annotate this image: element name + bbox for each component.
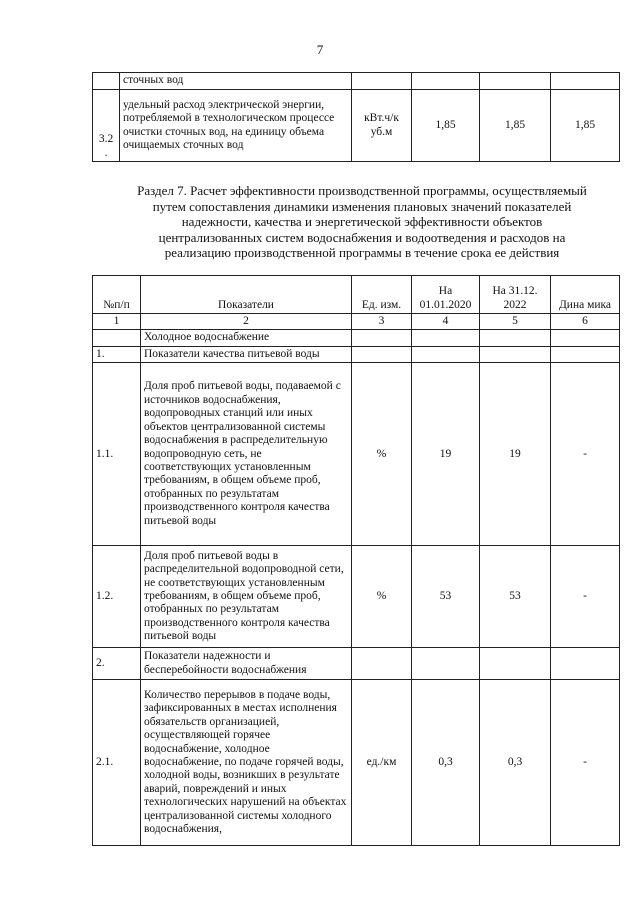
unit-cell: % <box>352 363 412 546</box>
dynamics-cell <box>551 346 620 362</box>
value-cell: 0,3 <box>412 680 480 846</box>
table-row <box>93 90 620 162</box>
indicator-name: удельный расход электрической энергии, потребляемой в технологическом процессе очистки сточных вод, на единицу объема очищаемых сточных вод <box>120 90 352 162</box>
heading-line: централизованных систем водоснабжения и водоотведения и расходов на <box>158 229 566 245</box>
header-dynamics: Дина мика <box>551 276 620 314</box>
value-cell: 19 <box>480 363 551 546</box>
row-number: 2. <box>93 648 141 680</box>
heading-line: надежности, качества и энергетической эффективности объектов <box>181 214 543 229</box>
header-unit: Ед. изм. <box>352 276 412 314</box>
dynamics-cell: - <box>551 546 620 648</box>
value-cell: 1,85 <box>412 90 480 162</box>
indicator-name: Показатели качества питьевой воды <box>141 346 352 362</box>
value-cell: 0,3 <box>480 680 551 846</box>
header-num: №п/п <box>93 276 141 314</box>
indicators-table <box>92 275 620 846</box>
col-number: 4 <box>412 314 480 330</box>
table-row <box>93 648 620 680</box>
col-number: 6 <box>551 314 620 330</box>
value-cell <box>412 73 480 90</box>
value-cell <box>480 648 551 680</box>
header-indicators: Показатели <box>141 276 352 314</box>
row-number <box>93 73 120 90</box>
dynamics-cell <box>551 648 620 680</box>
header-row <box>93 276 620 314</box>
col-number: 2 <box>141 314 352 330</box>
col-number: 3 <box>352 314 412 330</box>
heading-line: Раздел 7. Расчет эффективности производственной программы, осуществляемый <box>137 183 587 198</box>
indicator-name: Доля проб питьевой воды, подаваемой с источников водоснабжения, водопроводных станций или иных объектов централизованной системы водоснабжения в распределительную водопроводную сеть, не соответствующих установленным требованиям, в общем объеме проб, отобранных по результатам производственного контроля качества питьевой воды <box>141 363 352 546</box>
heading-line: путем сопоставления динамики изменения плановых значений показателей <box>152 198 572 214</box>
unit-cell: % <box>352 546 412 648</box>
unit-cell <box>352 648 412 680</box>
col-number: 1 <box>93 314 141 330</box>
indicator-name: Доля проб питьевой воды в распределительной водопроводной сети, не соответствующих установленным требованиям, в общем объеме проб, отобранных по результатам производственного контроля качества питьевой воды <box>141 546 352 648</box>
group-row <box>93 330 620 346</box>
indicator-name: Количество перерывов в подаче воды, зафиксированных в местах исполнения обязательств организацией, осуществляющей горячее водоснабжение, холодное водоснабжение, по подаче горячей воды, холодной воды, возникших в результате аварий, повреждений и иных технологических нарушений на объектах централизованной системы холодного водоснабжения, <box>141 680 352 846</box>
dynamics-cell: - <box>551 680 620 846</box>
group-title: Холодное водоснабжение <box>141 330 352 346</box>
header-date1: На 01.01.2020 <box>412 276 480 314</box>
row-number: 3.2 . <box>93 90 120 162</box>
value-cell <box>412 346 480 362</box>
section-heading <box>112 183 612 261</box>
table-row <box>93 346 620 362</box>
column-number-row <box>93 314 620 330</box>
indicator-name: Показатели надежности и бесперебойности водоснабжения <box>141 648 352 680</box>
indicator-name: сточных вод <box>120 73 352 90</box>
value-cell <box>480 73 551 90</box>
header-date2: На 31.12. 2022 <box>480 276 551 314</box>
row-number: 1.1. <box>93 363 141 546</box>
value-cell <box>412 648 480 680</box>
table-row <box>93 680 620 846</box>
value-cell: 1,85 <box>551 90 620 162</box>
page-number: 7 <box>316 42 324 57</box>
value-cell: 53 <box>412 546 480 648</box>
top-table <box>92 72 620 162</box>
col-number: 5 <box>480 314 551 330</box>
unit-cell: кВт.ч/к уб.м <box>352 90 412 162</box>
unit-cell <box>352 73 412 90</box>
value-cell <box>551 73 620 90</box>
heading-line: реализацию производственной программы в течение срока ее действия <box>164 245 560 260</box>
value-cell: 53 <box>480 546 551 648</box>
table-row <box>93 363 620 546</box>
value-cell <box>480 346 551 362</box>
dynamics-cell: - <box>551 363 620 546</box>
value-cell: 1,85 <box>480 90 551 162</box>
unit-cell <box>352 346 412 362</box>
table-row <box>93 73 620 90</box>
row-number: 1. <box>93 346 141 362</box>
value-cell: 19 <box>412 363 480 546</box>
unit-cell: ед./км <box>352 680 412 846</box>
row-number: 2.1. <box>93 680 141 846</box>
row-number: 1.2. <box>93 546 141 648</box>
table-row <box>93 546 620 648</box>
